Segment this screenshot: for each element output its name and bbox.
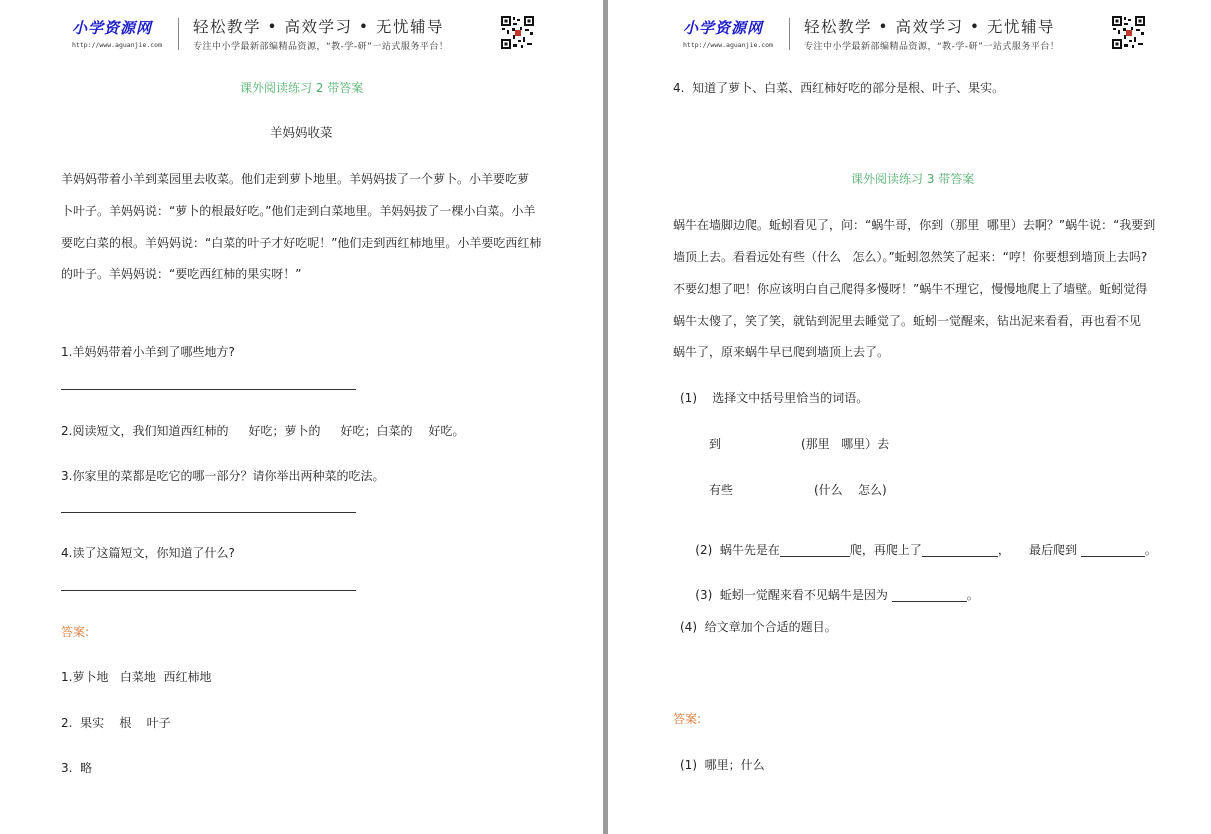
option-choices: (什么 怎么) (814, 483, 887, 497)
question-3-part: (3) 蚯蚓一觉醒来看不见蜗牛是因为 (695, 588, 888, 602)
option-label: 有些 (709, 483, 734, 497)
answer-item: 1.萝卜地 白菜地 西红柿地 (61, 670, 212, 684)
paragraph-line: 的叶子。羊妈妈说：“要吃西红柿的果实呀！” (61, 267, 302, 281)
site-logo[interactable]: 小学资源网 (683, 19, 764, 37)
paragraph-line: 不要幻想了吧！你应该明白自己爬得多慢呀！”蜗牛不理它，慢慢地爬上了墙壁。蚯蚓觉得 (673, 282, 1148, 296)
site-logo[interactable]: 小学资源网 (72, 19, 153, 37)
page-gap (600, 0, 611, 834)
exercise-title: 课外阅读练习 3 带答案 (851, 172, 975, 186)
page-separator (603, 0, 608, 834)
header-subslogan: 专注中小学最新部编精品资源，“教-学-研”一站式服务平台！ (804, 42, 1060, 52)
question-2-part: ， 最后爬到 (997, 543, 1077, 557)
question-2-part: 好吃。 (428, 424, 465, 438)
exercise-title: 课外阅读练习 2 带答案 (240, 81, 364, 95)
paragraph-line: 墙顶上去。看看远处有些（什么 怎么）。”蚯蚓忽然笑了起来：“哼！你要想到墙顶上去吗? (673, 250, 1148, 264)
header-slogan: 轻松教学 • 高效学习 • 无忧辅导 (804, 18, 1055, 36)
question-1: (1) 选择文中括号里恰当的词语。 (680, 391, 869, 405)
question-2-part: 。 (1144, 543, 1157, 557)
fill-blank[interactable] (922, 544, 998, 557)
paragraph-line: 卜叶子。羊妈妈说：“萝卜的根最好吃。”他们走到白菜地里。羊妈妈拔了一棵小白菜。小羊 (61, 204, 536, 218)
header-slogan: 轻松教学 • 高效学习 • 无忧辅导 (193, 18, 444, 36)
paragraph-line: 蜗牛了，原来蜗牛早已爬到墙顶上去了。 (673, 345, 890, 359)
paragraph-line: 蜗牛太傻了，笑了笑，就钻到泥里去睡觉了。蚯蚓一觉醒来，钻出泥来看看，再也看不见 (673, 314, 1142, 328)
question-4: 4.读了这篇短文，你知道了什么? (61, 546, 235, 560)
question-2-part: 好吃；萝卜的 (248, 424, 321, 438)
paragraph-line: 要吃白菜的根。羊妈妈说：“白菜的叶子才好吃呢！”他们走到西红柿地里。小羊要吃西红柿 (61, 236, 542, 250)
answer-line[interactable] (61, 590, 356, 591)
question-4: (4) 给文章加个合适的题目。 (680, 620, 837, 634)
question-2 (61, 424, 465, 438)
site-url[interactable]: http://www.aguanjie.com (683, 41, 774, 49)
header-divider (178, 18, 179, 50)
question-2-part: 2.阅读短文，我们知道西红柿的 (61, 424, 229, 438)
page-header (0, 14, 600, 54)
option-label: 到 (709, 437, 722, 451)
qr-code-icon (1112, 16, 1145, 49)
question-3-part: 。 (966, 588, 979, 602)
story-title: 羊妈妈收菜 (270, 125, 333, 140)
page-header (611, 14, 1211, 54)
answer-label: 答案: (61, 625, 90, 639)
answer-label: 答案: (673, 712, 702, 726)
answer-item: (1) 哪里；什么 (680, 758, 765, 772)
paragraph-line: 羊妈妈带着小羊到菜园里去收菜。他们走到萝卜地里。羊妈妈拔了一个萝卜。小羊要吃萝 (61, 172, 530, 186)
qr-code-icon (501, 16, 534, 49)
site-url[interactable]: http://www.aguanjie.com (72, 41, 163, 49)
question-3: 3.你家里的菜都是吃它的哪一部分？请你举出两种菜的吃法。 (61, 469, 385, 483)
answer-line[interactable] (61, 512, 356, 513)
header-subslogan: 专注中小学最新部编精品资源，“教-学-研”一站式服务平台！ (193, 42, 449, 52)
fill-blank[interactable] (1081, 544, 1145, 557)
document-page-left (0, 0, 600, 834)
paragraph-line: 蜗牛在墙脚边爬。蚯蚓看见了，问：“蜗牛哥，你到（那里 哪里）去啊？”蜗牛说：“我要到 (673, 218, 1156, 232)
question-2-part: (2) 蜗牛先是在 (695, 543, 780, 557)
answer-item: 2. 果实 根 叶子 (61, 716, 171, 730)
question-2 (680, 529, 1157, 571)
question-2-part: 爬，再爬上了 (849, 543, 922, 557)
document-page-right (611, 0, 1211, 834)
question-2-part: 好吃；白菜的 (340, 424, 413, 438)
fill-blank[interactable] (780, 544, 850, 557)
header-divider (789, 18, 790, 50)
answer-line[interactable] (61, 389, 356, 390)
answer-item: 4. 知道了萝卜、白菜、西红柿好吃的部分是根、叶子、果实。 (673, 81, 1005, 95)
option-choices: (那里 哪里）去 (801, 437, 890, 451)
question-1: 1.羊妈妈带着小羊到了哪些地方? (61, 345, 235, 359)
answer-item: 3. 略 (61, 761, 93, 775)
fill-blank[interactable] (892, 589, 967, 602)
question-3 (680, 574, 979, 616)
